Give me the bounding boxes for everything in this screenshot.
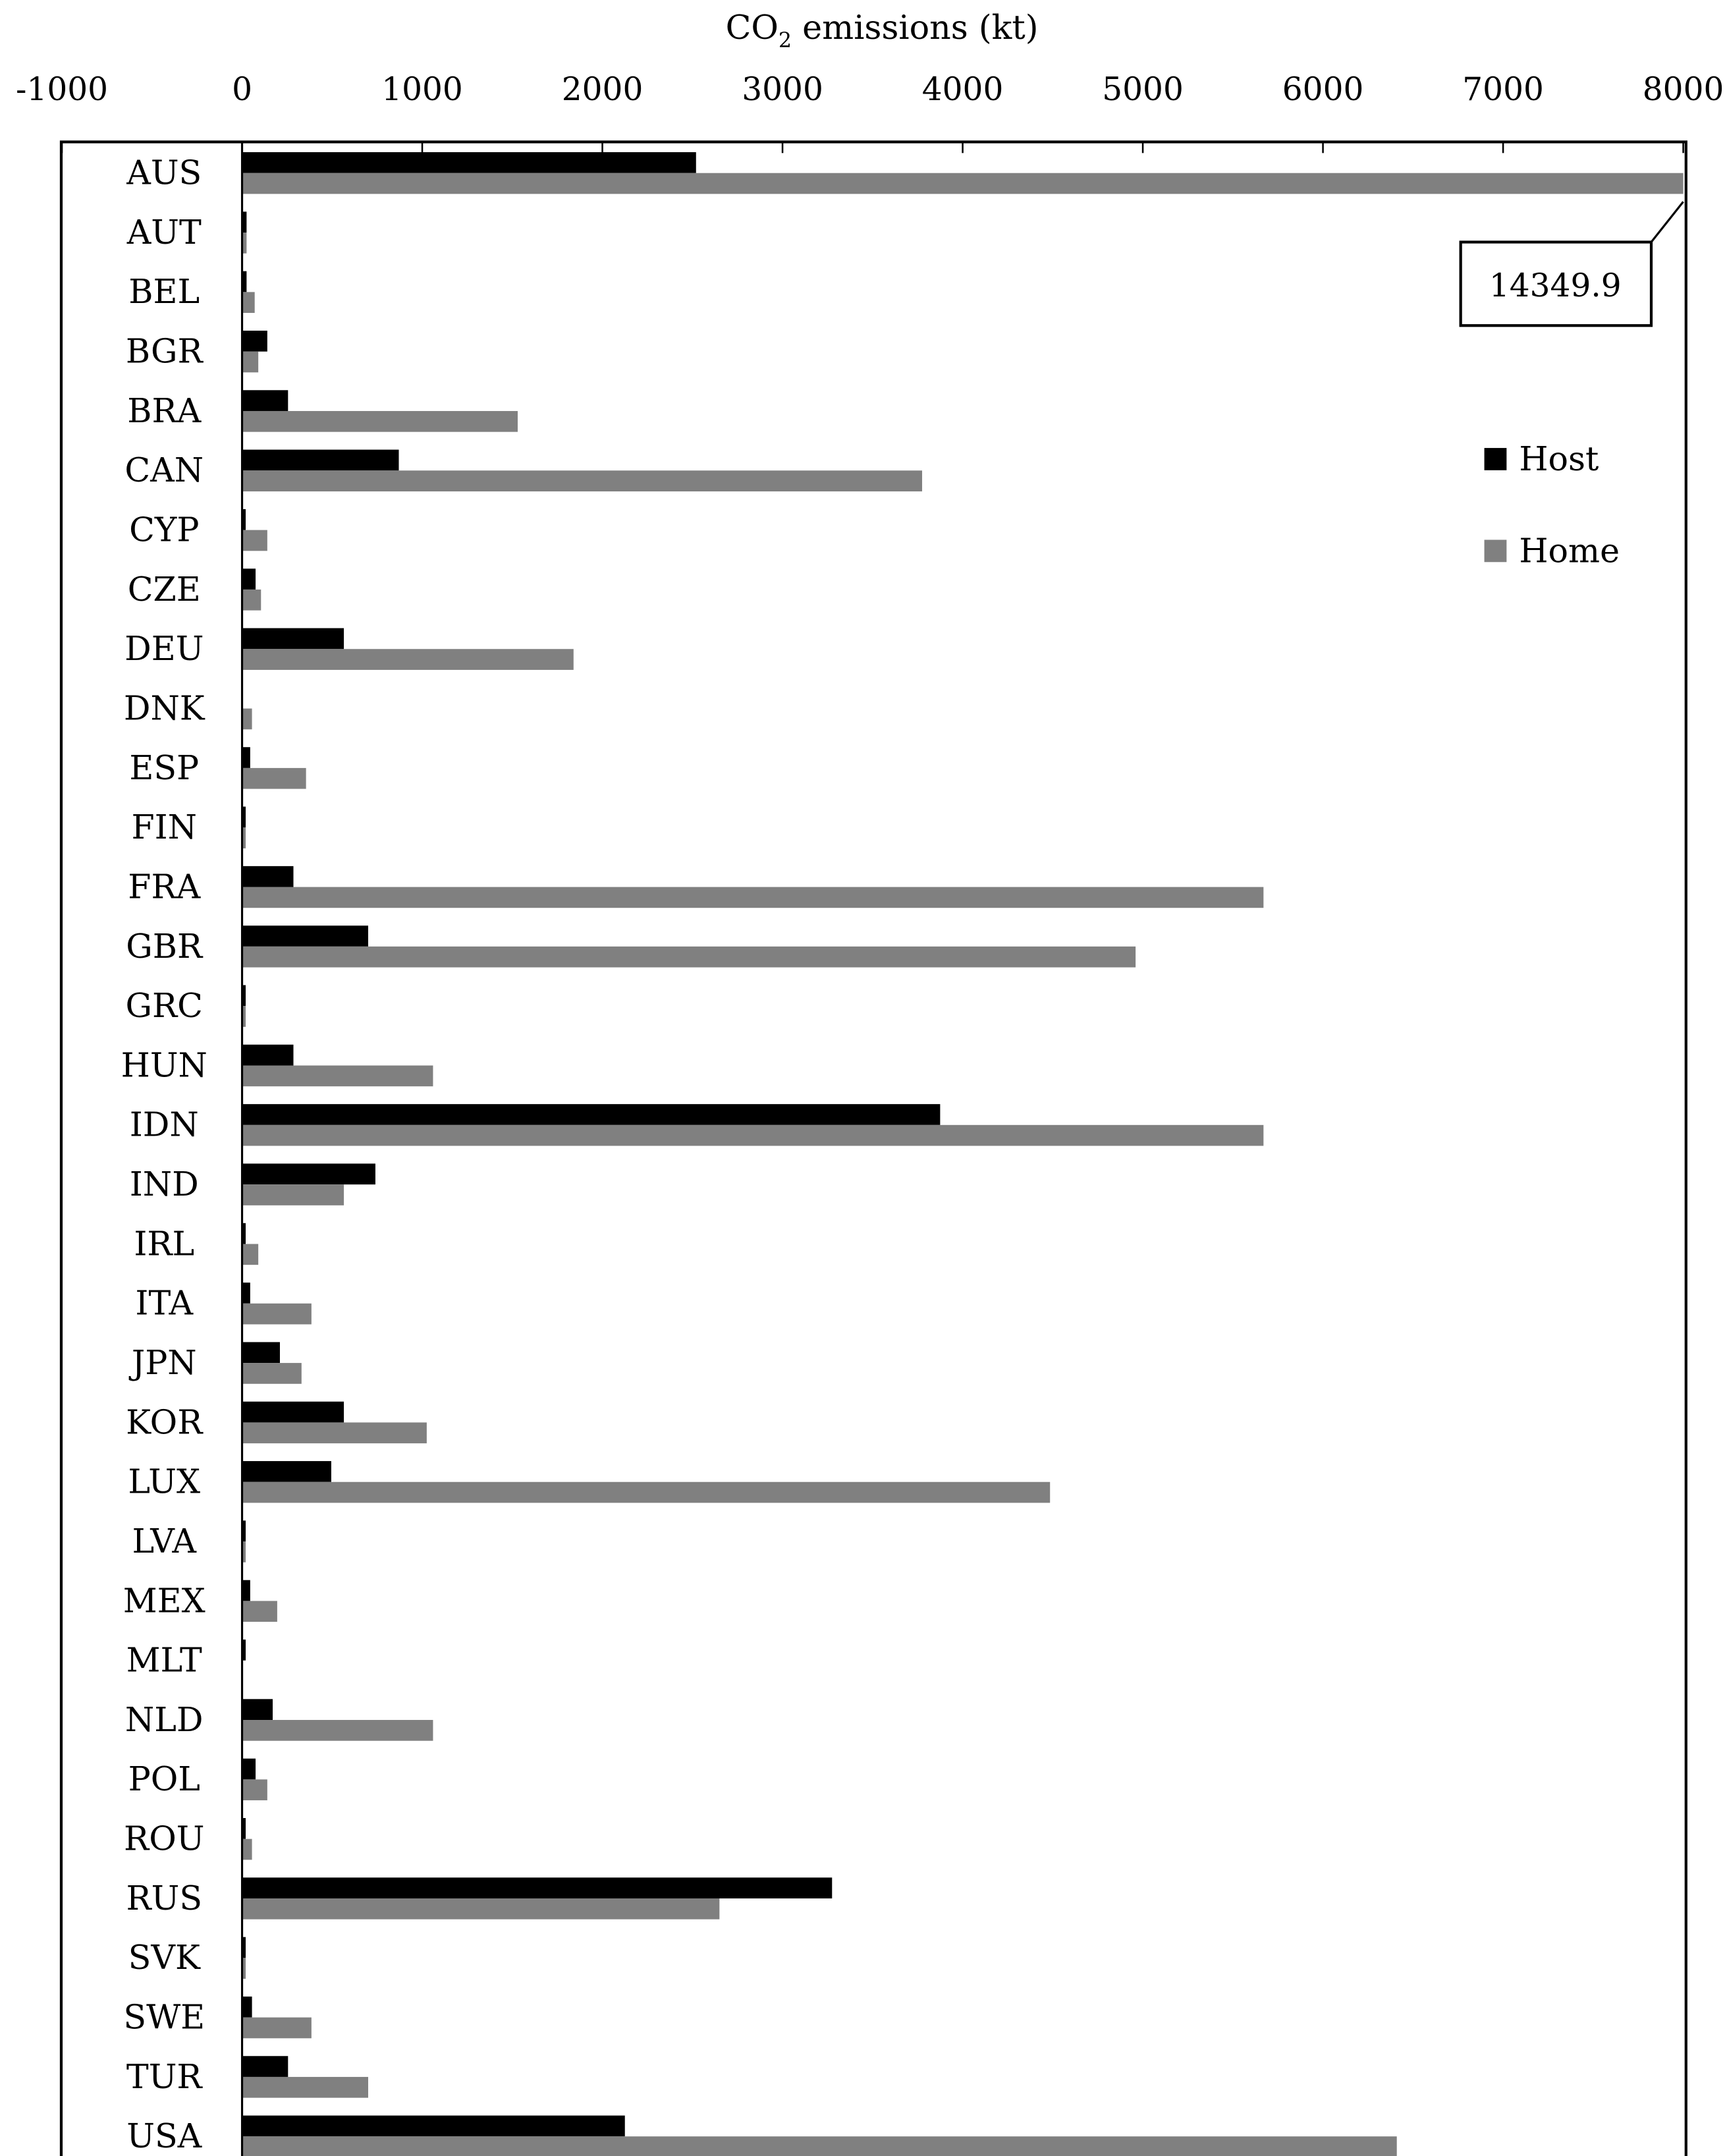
bar-host-ind — [242, 1163, 375, 1184]
bar-host-fra — [242, 866, 294, 887]
category-label: BGR — [125, 331, 203, 371]
bar-home-jpn — [242, 1363, 302, 1384]
bar-host-kor — [242, 1402, 344, 1423]
bar-home-deu — [242, 649, 574, 670]
bar-host-bra — [242, 390, 288, 411]
category-label: KOR — [126, 1402, 203, 1442]
category-label: GRC — [125, 986, 203, 1026]
category-label: AUT — [126, 212, 202, 252]
bar-home-cze — [242, 590, 261, 611]
bar-home-pol — [242, 1779, 267, 1800]
x-tick-label: 7000 — [1462, 71, 1544, 109]
bar-host-aus — [242, 152, 696, 173]
category-label: CYP — [129, 510, 200, 549]
category-label: NLD — [124, 1700, 204, 1739]
category-label: IND — [129, 1165, 199, 1204]
bar-host-rus — [242, 1877, 833, 1898]
bar-host-ita — [242, 1283, 250, 1304]
overflow-callout — [1461, 202, 1684, 325]
x-tick-label: 0 — [232, 71, 252, 109]
x-axis-title: $CO_2$ emissions (kt) — [725, 8, 1039, 53]
category-label: ITA — [135, 1283, 194, 1323]
bar-home-nld — [242, 1720, 433, 1741]
bar-home-mex — [242, 1601, 277, 1622]
legend-label-host: Host — [1519, 439, 1599, 478]
x-tick-label: 4000 — [921, 71, 1004, 109]
bar-host-swe — [242, 1997, 252, 2018]
x-tick-label: -1000 — [16, 71, 109, 109]
bar-home-ind — [242, 1184, 344, 1205]
category-label: RUS — [126, 1878, 203, 1918]
bar-home-cyp — [242, 530, 267, 551]
bar-host-nld — [242, 1699, 273, 1720]
category-label: USA — [126, 2116, 202, 2156]
category-label: ESP — [129, 748, 200, 787]
category-label: TUR — [126, 2057, 202, 2096]
bar-home-ita — [242, 1304, 312, 1325]
category-label: SVK — [128, 1938, 200, 1977]
x-tick-label: 3000 — [742, 71, 823, 109]
bar-home-bel — [242, 292, 255, 313]
category-label: CZE — [127, 569, 201, 609]
category-label: GBR — [126, 926, 203, 966]
bar-home-dnk — [242, 709, 252, 730]
bar-host-usa — [242, 2116, 625, 2137]
bar-home-gbr — [242, 947, 1136, 968]
category-label: BRA — [127, 391, 202, 430]
legend-swatch-home — [1485, 539, 1507, 562]
bar-host-jpn — [242, 1342, 280, 1363]
bar-host-hun — [242, 1045, 294, 1066]
legend — [1485, 439, 1620, 570]
bar-host-pol — [242, 1759, 256, 1780]
category-label: HUN — [121, 1045, 207, 1085]
x-tick-label: 6000 — [1282, 71, 1364, 109]
x-tick-label: 8000 — [1642, 71, 1724, 109]
bar-host-mex — [242, 1580, 250, 1601]
x-tick-label: 2000 — [561, 71, 643, 109]
bar-host-can — [242, 450, 399, 471]
category-label: DEU — [124, 629, 204, 669]
bar-home-idn — [242, 1125, 1264, 1146]
bar-home-swe — [242, 2018, 312, 2039]
bar-home-rus — [242, 1898, 720, 1920]
category-label: AUS — [126, 153, 202, 192]
x-tick-label: 5000 — [1102, 71, 1184, 109]
category-label: MLT — [126, 1640, 202, 1680]
bar-home-lux — [242, 1482, 1051, 1503]
bar-home-bra — [242, 411, 518, 432]
bar-home-can — [242, 470, 922, 491]
category-label: SWE — [123, 1997, 205, 2037]
category-label: DNK — [123, 688, 205, 728]
bar-home-usa — [242, 2136, 1397, 2156]
bar-host-bgr — [242, 331, 267, 352]
bar-home-rou — [242, 1839, 252, 1860]
bar-host-deu — [242, 628, 344, 650]
bar-home-aus — [242, 173, 1684, 194]
bar-home-esp — [242, 768, 306, 789]
bar-home-bgr — [242, 352, 259, 373]
bar-host-lux — [242, 1461, 331, 1482]
bar-host-esp — [242, 747, 250, 768]
category-label: MEX — [123, 1581, 205, 1620]
bar-home-hun — [242, 1065, 433, 1086]
category-label: POL — [128, 1759, 200, 1799]
category-label: FRA — [128, 867, 201, 906]
bar-host-tur — [242, 2056, 288, 2077]
bar-host-cze — [242, 568, 256, 590]
bar-home-tur — [242, 2077, 368, 2098]
legend-label-home: Home — [1519, 531, 1620, 570]
bar-host-idn — [242, 1104, 941, 1125]
x-tick-label: 1000 — [381, 71, 463, 109]
category-label: ROU — [124, 1819, 205, 1858]
bar-home-kor — [242, 1422, 427, 1443]
bar-home-irl — [242, 1244, 259, 1265]
plot-frame — [61, 142, 1686, 2156]
category-label: IDN — [129, 1105, 199, 1144]
bar-home-fra — [242, 887, 1264, 908]
category-label: FIN — [131, 808, 198, 847]
category-label: BEL — [128, 272, 200, 312]
category-label: LVA — [132, 1521, 196, 1561]
category-label: LUX — [128, 1462, 201, 1501]
bar-host-gbr — [242, 926, 368, 947]
callout-label: 14349.9 — [1489, 267, 1622, 304]
category-label: JPN — [131, 1342, 197, 1382]
legend-swatch-host — [1485, 448, 1507, 470]
category-label: CAN — [124, 451, 204, 490]
category-label: IRL — [134, 1224, 195, 1263]
